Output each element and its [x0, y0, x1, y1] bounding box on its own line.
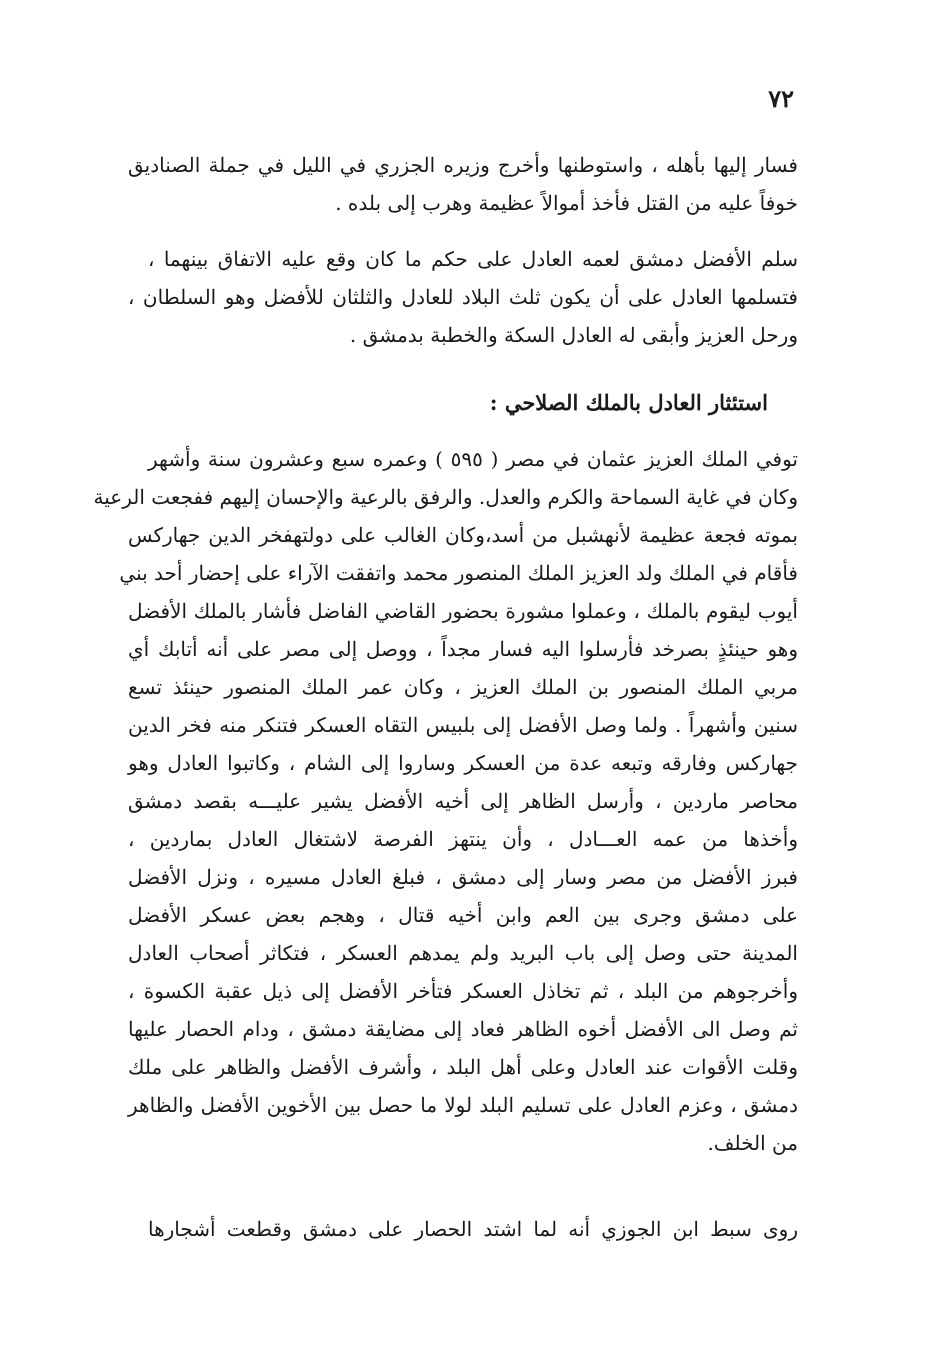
- paragraph-3-line-12: فبرز الأفضل من مصر وسار إلى دمشق ، فبلغ العادل مسيره ، ونزل الأفضل: [128, 865, 798, 889]
- paragraph-3-line-11: وأخذها من عمه العـــادل ، وأن ينتهز الفرصة لاشتغال العادل بماردين ،: [128, 827, 798, 851]
- paragraph-3-line-5: أيوب ليقوم بالملك ، وعملوا مشورة بحضور القاضي الفاضل فأشار بالملك الأفضل: [128, 599, 798, 623]
- paragraph-3-line-1: توفي الملك العزيز عثمان في مصر ( ٥٩٥ ) وعمره سبع وعشرون سنة وأشهر: [148, 447, 798, 471]
- paragraph-3-line-8: سنين وأشهراً . ولما وصل الأفضل إلى بلبيس التقاه العسكر فتنكر منه فخر الدين: [128, 713, 798, 737]
- paragraph-1-line-1: فسار إليها بأهله ، واستوطنها وأخرج وزيره الجزري في الليل في جملة الصناديق: [128, 153, 798, 177]
- paragraph-3-line-13: على دمشق وجرى بين العم وابن أخيه قتال ، وهجم بعض عسكر الأفضل: [128, 903, 798, 927]
- section-heading: استئثار العادل بالملك الصلاحي :: [489, 390, 768, 415]
- paragraph-2-line-2: فتسلمها العادل على أن يكون ثلث البلاد للعادل والثلثان للأفضل وهو السلطان ،: [128, 285, 798, 309]
- page-number: ٧٢: [768, 84, 794, 113]
- paragraph-3-line-18: دمشق ، وعزم العادل على تسليم البلد لولا ما حصل بين الأخوين الأفضل والظاهر: [128, 1093, 798, 1117]
- paragraph-3-line-15: وأخرجوهم من البلد ، ثم تخاذل العسكر فتأخر الأفضل إلى ذيل عقبة الكسوة ،: [128, 979, 798, 1003]
- paragraph-3-line-4: فأقام في الملك ولد العزيز الملك المنصور محمد واتفقت الآراء على إحضار أحد بني: [119, 561, 798, 585]
- paragraph-3-line-19: من الخلف.: [707, 1131, 798, 1155]
- paragraph-3-line-16: ثم وصل الى الأفضل أخوه الظاهر فعاد إلى مضايقة دمشق ، ودام الحصار عليها: [128, 1017, 798, 1041]
- paragraph-3-line-10: محاصر ماردين ، وأرسل الظاهر إلى أخيه الأفضل يشير عليـــه بقصد دمشق: [128, 789, 798, 813]
- paragraph-2-line-1: سلم الأفضل دمشق لعمه العادل على حكم ما كان وقع عليه الاتفاق بينهما ،: [148, 247, 798, 271]
- paragraph-3-line-7: مربي الملك المنصور بن الملك العزيز ، وكان عمر الملك المنصور حينئذ تسع: [128, 675, 798, 699]
- paragraph-3-line-6: وهو حينئذٍ بصرخد فأرسلوا اليه فسار مجداً ، ووصل إلى مصر على أنه أتابك أي: [128, 637, 798, 661]
- paragraph-2-line-3: ورحل العزيز وأبقى له العادل السكة والخطبة بدمشق .: [349, 323, 798, 347]
- paragraph-3-line-2: وكان في غاية السماحة والكرم والعدل. والرفق بالرعية والإحسان إليهم ففجعت الرعية: [93, 485, 798, 509]
- paragraph-4-line-1: روى سبط ابن الجوزي أنه لما اشتد الحصار على دمشق وقطعت أشجارها: [148, 1217, 798, 1241]
- paragraph-3-line-3: بموته فجعة عظيمة لأنهشبل من أسد،وكان الغالب على دولتهفخر الدين جهاركس: [128, 523, 798, 547]
- paragraph-3-line-17: وقلت الأقوات عند العادل وعلى أهل البلد ، وأشرف الأفضل والظاهر على ملك: [128, 1055, 798, 1079]
- paragraph-3-line-14: المدينة حتى وصل إلى باب البريد ولم يمدهم العسكر ، فتكاثر أصحاب العادل: [128, 941, 798, 965]
- paragraph-3-line-9: جهاركس وفارقه وتبعه عدة من العسكر وساروا إلى الشام ، وكاتبوا العادل وهو: [128, 751, 798, 775]
- paragraph-1-line-2: خوفاً عليه من القتل فأخذ أموالاً عظيمة وهرب إلى بلده .: [335, 191, 798, 215]
